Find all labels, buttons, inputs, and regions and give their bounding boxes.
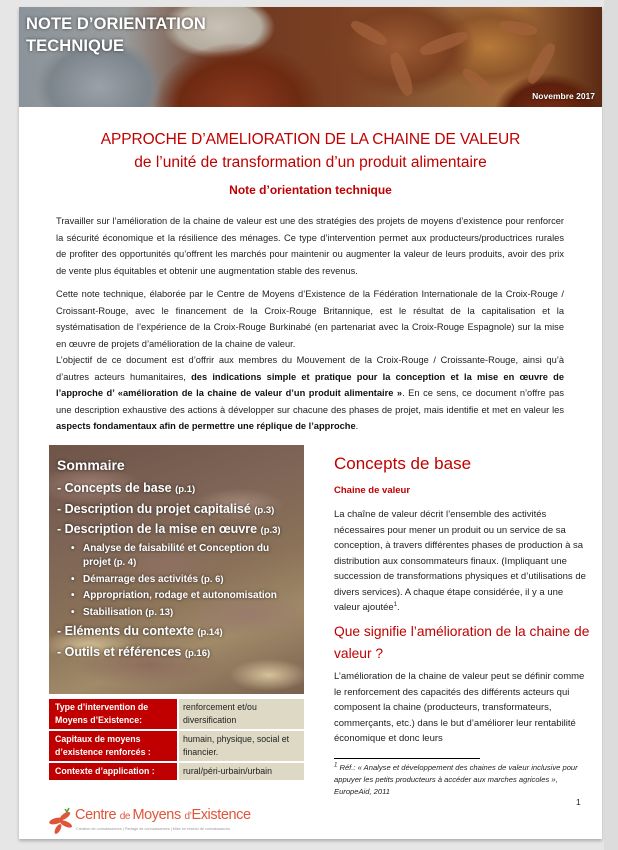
bullet-icon: • bbox=[71, 590, 75, 601]
info-value: rural/péri-urbain/urbain bbox=[179, 763, 304, 780]
viewer-scroll-area[interactable] bbox=[604, 0, 618, 850]
toc-subitem[interactable]: • Appropriation, rodage et autonomisation bbox=[57, 589, 296, 604]
info-row bbox=[49, 731, 304, 761]
intro-p3-text: . bbox=[355, 421, 359, 431]
section-heading-concepts: Concepts de base bbox=[334, 454, 472, 473]
footnote-mark: 1 bbox=[334, 762, 338, 769]
toc-item[interactable]: - Eléments du contexte (p.14) bbox=[57, 624, 223, 638]
info-value: renforcement et/ou diversification bbox=[179, 699, 304, 729]
logo-wordmark: Centre de Moyens d’Existence bbox=[75, 807, 251, 823]
cme-logo bbox=[47, 807, 287, 837]
banner-title bbox=[26, 13, 206, 57]
intro-p3-bold: des indications simple et pratique pour la conception et la mise en œuvre de l’approche d’ «amélioration de la chaine de valeur d’un produit alimentaire » bbox=[56, 371, 564, 398]
info-key: Capitaux de moyens d’existence renforcés : bbox=[49, 731, 177, 761]
document-page bbox=[19, 7, 602, 839]
footnote-reference[interactable]: 1 bbox=[393, 601, 398, 608]
toc-item[interactable]: - Concepts de base (p.1) bbox=[57, 481, 196, 495]
info-key: Type d’intervention de Moyens d’Existence: bbox=[49, 699, 177, 729]
toc-subitem[interactable]: • Stabilisation (p. 13) bbox=[57, 606, 296, 621]
info-key: Contexte d’application : bbox=[49, 763, 177, 780]
info-row bbox=[49, 763, 304, 780]
logo-tagline: Création de connaissances | Partage de connaissances | Mise en réseau de connaissances bbox=[76, 827, 231, 831]
info-table bbox=[49, 699, 304, 782]
toc-subitem[interactable]: • Analyse de faisabilité et Conception du projet (p. 4) bbox=[71, 542, 270, 568]
intro-p3-text: L’objectif de ce document est d’offrir aux membres du Mouvement de la Croix-Rouge / Croissante-Rouge, ainsi qu’à d’autres acteurs humanitaires, bbox=[56, 355, 564, 382]
document-subtitle: Note d’orientation technique bbox=[229, 183, 392, 197]
intro-paragraph-1: Travailler sur l’amélioration de la chaine de valeur est une des stratégies des projets de moyens d’existence pour renforcer la sécurité économique et la résilience des ménages. Ce type d’intervention permet aux producteurs/productrices rurales de profiter des opportunités qu’offrent les marchés pour maintenir ou augmenter la valeur de leurs produits, avoir des prix de vente plus équitables et obtenir une augmentation stable des revenus. bbox=[56, 216, 564, 276]
toc-item[interactable]: - Outils et références (p.16) bbox=[57, 644, 211, 659]
publication-date: Novembre 2017 bbox=[532, 91, 595, 101]
toc-subitem[interactable]: • Démarrage des activités (p. 6) bbox=[57, 573, 296, 588]
toc-item[interactable]: - Description de la mise en œuvre (p.3) bbox=[57, 522, 281, 536]
bullet-icon: • bbox=[71, 542, 75, 554]
page-number: 1 bbox=[576, 797, 581, 807]
sommaire-box bbox=[49, 445, 304, 694]
footnote: $^1$ Réf.: « Analyse et développement des chaines de valeur inclusive pour appuyer les petits producteurs à accéder aux marches agricoles », EuropeAid, 2011 bbox=[334, 762, 578, 796]
header-banner bbox=[19, 7, 602, 107]
footnote-separator bbox=[334, 758, 480, 759]
section-heading-amelioration: Que signifie l’amélioration de la chaine de valeur ? bbox=[334, 624, 590, 661]
document-title-line2: de l’unité de transformation d’un produit alimentaire bbox=[134, 154, 487, 171]
document-title: APPROCHE D’AMELIORATION DE LA CHAINE DE VALEUR bbox=[100, 131, 521, 148]
sommaire-heading: Sommaire bbox=[57, 457, 125, 473]
flower-logo-icon bbox=[47, 807, 75, 835]
intro-paragraph-2: Cette note technique, élaborée par le Centre de Moyens d’Existence de la Fédération Internationale de la Croix-Rouge / Croissant-Rouge, avec le financement de la Croix-Rouge Britannique, est le résultat de la capitalisation et la systématisation de l’expérience de la Croix-Rouge Burkinabé (en partenariat avec la Croix-Rouge Espagnole) sur la mise en œuvre de projets d’amélioration de la chaine de valeur. bbox=[56, 289, 564, 349]
bullet-icon: • bbox=[71, 606, 75, 618]
intro-p3-bold: aspects fondamentaux afin de permettre une réplique de l’approche bbox=[56, 421, 356, 431]
bullet-icon: • bbox=[71, 573, 75, 585]
intro-p3-text: . En ce sens, ce document n’offre pas une description exhaustive des actions à développer sur chacune des phases de projet, mais identifie et met en valeur les bbox=[56, 388, 564, 415]
amelioration-paragraph: L’amélioration de la chaine de valeur peut se définir comme le renforcement des capacités des différents acteurs qui composent la chaine (producteurs, transformateurs, commerçants, etc.) dans le but d’améliorer leur rentabilité économique et donc leurs bbox=[334, 671, 585, 744]
banner-title-line1: NOTE D’ORIENTATION bbox=[26, 15, 206, 33]
toc-item[interactable]: - Description du projet capitalisé (p.3) bbox=[57, 501, 275, 516]
chaine-de-valeur-paragraph: La chaîne de valeur décrit l’ensemble des activités nécessaires pour mener un produit ou un service de sa conception, à travers différentes phases de production à sa distribution aux consommateurs finaux. (Impliquant une succession de transformations physiques et d’utilisations de divers services). A chaque étape considérée, il y a une valeur ajoutée$^1$. bbox=[334, 509, 586, 613]
intro-paragraph-3 bbox=[56, 352, 564, 435]
banner-title-line2: TECHNIQUE bbox=[26, 37, 125, 55]
info-value: humain, physique, social et financier. bbox=[179, 731, 304, 761]
subheading-chaine-de-valeur: Chaine de valeur bbox=[334, 485, 411, 496]
info-row bbox=[49, 699, 304, 729]
